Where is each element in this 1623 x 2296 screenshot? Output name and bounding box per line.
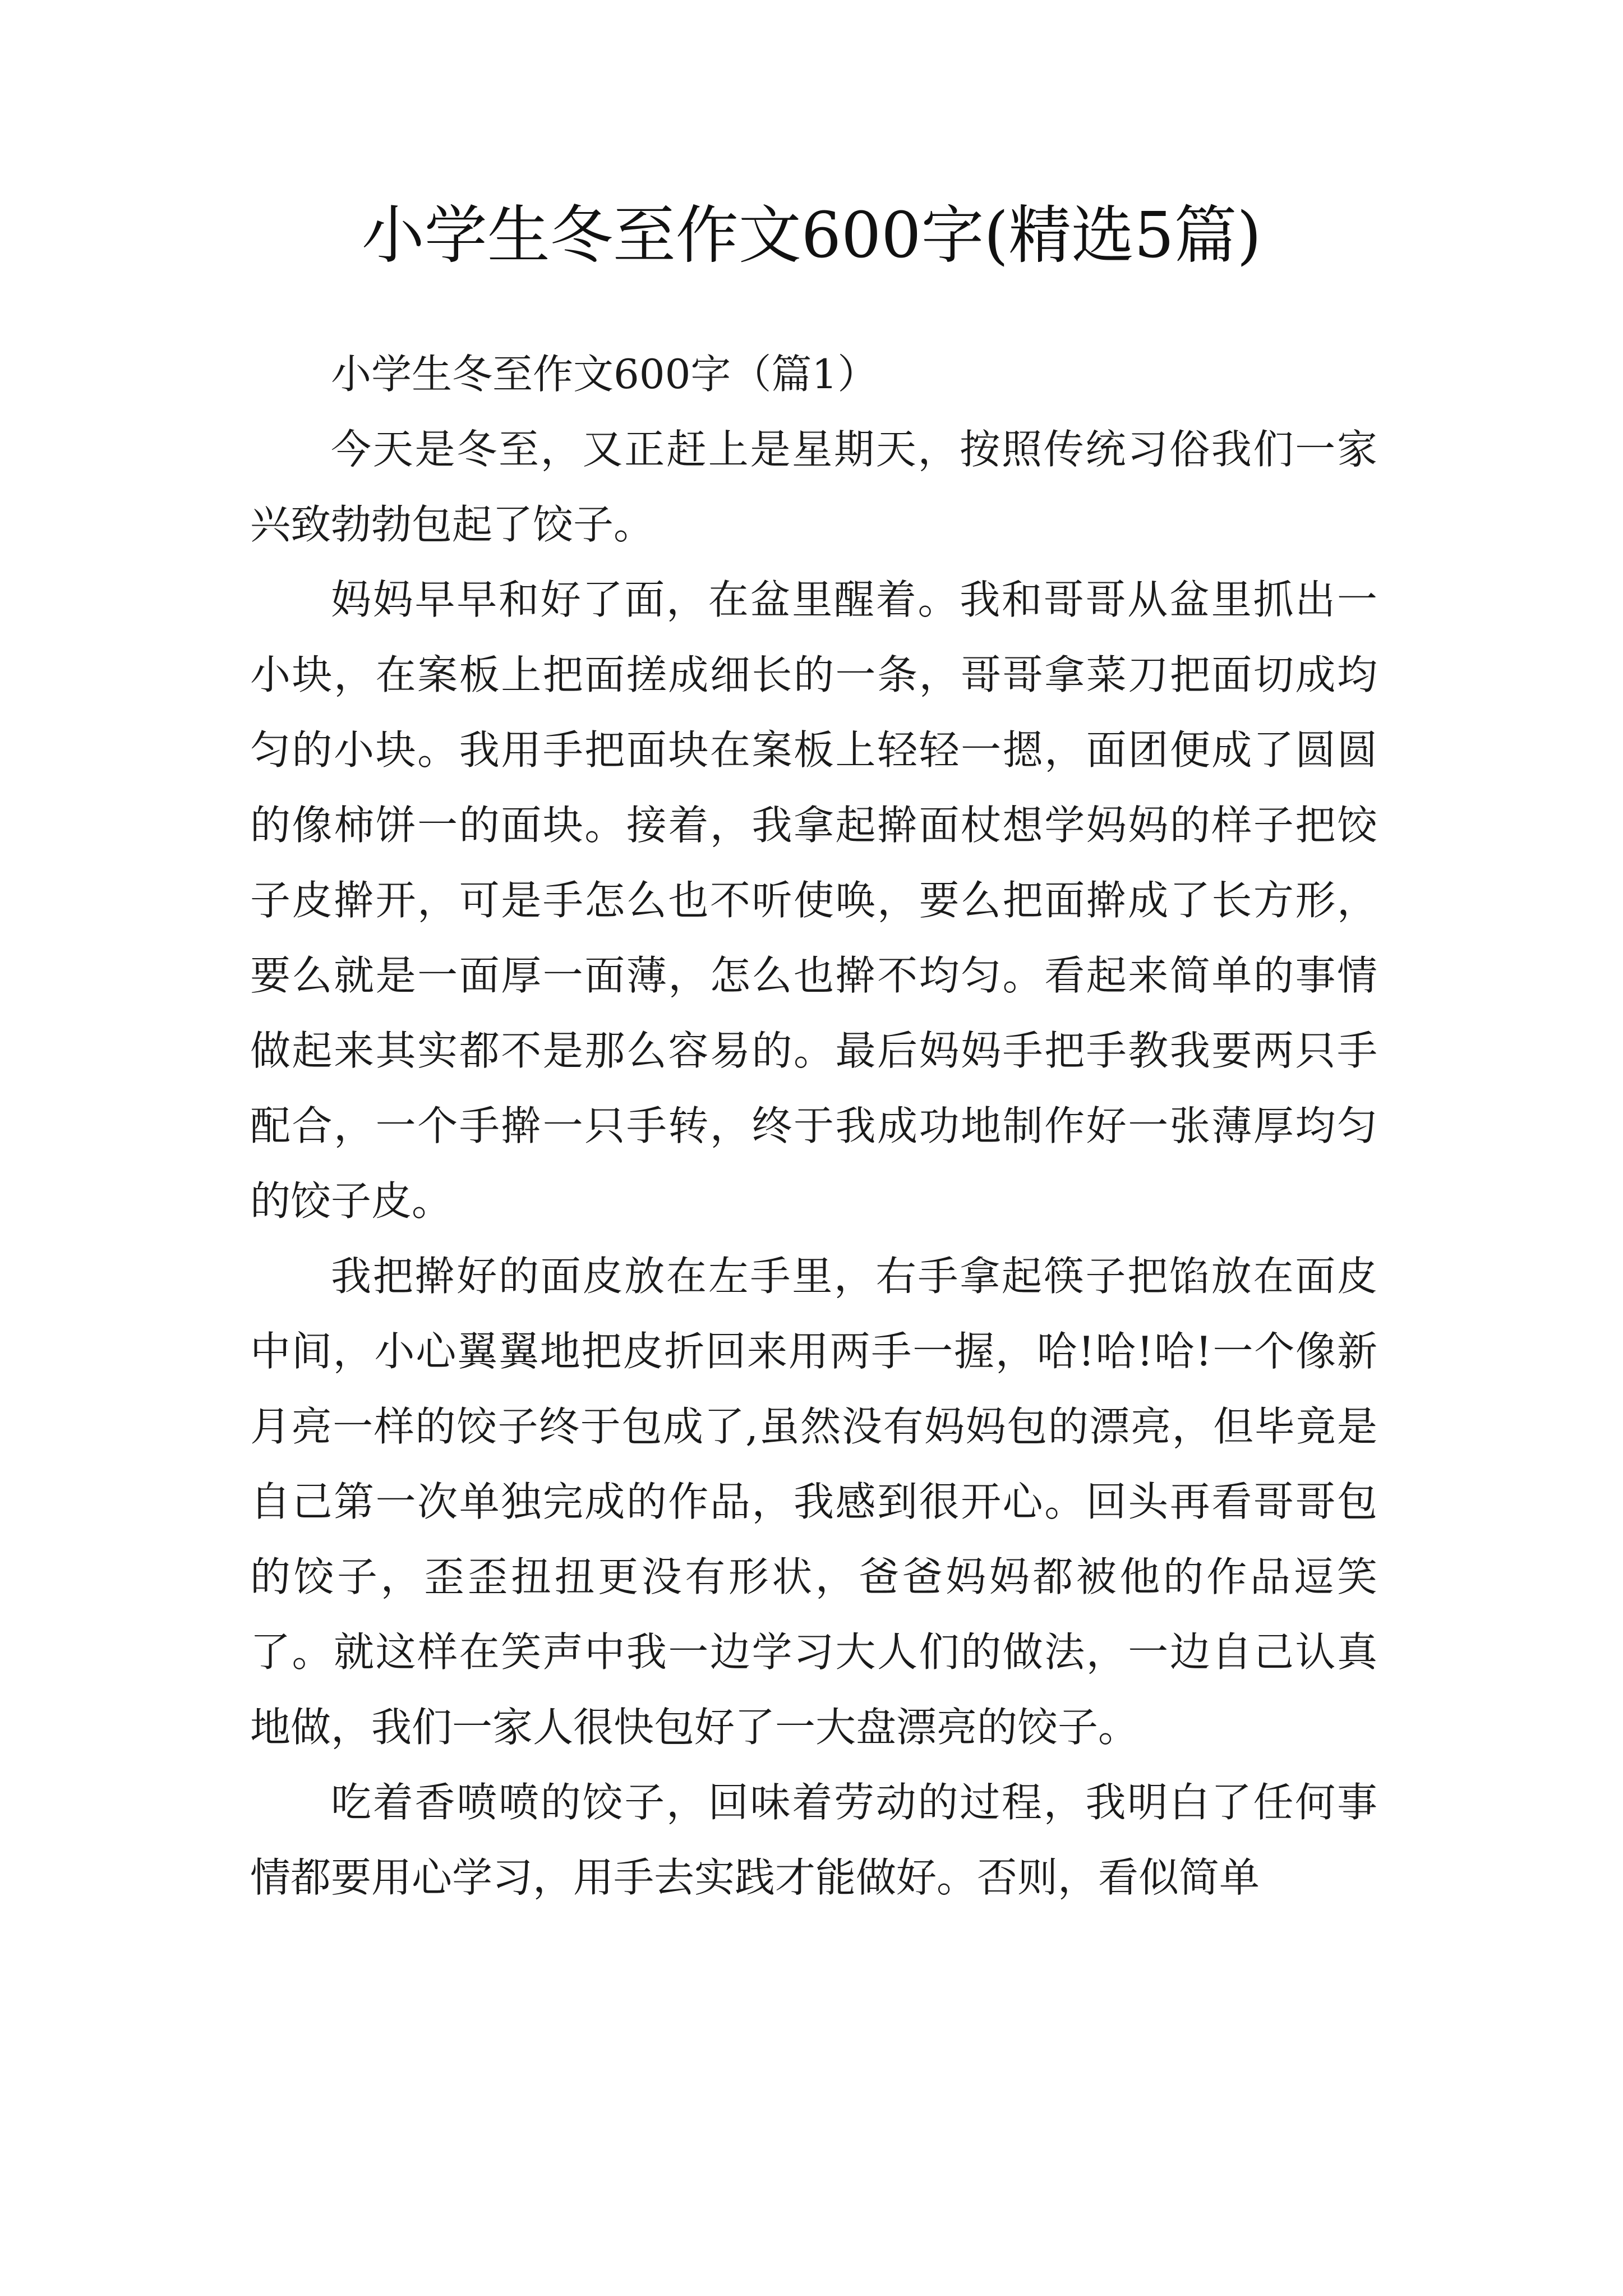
paragraph-4: 吃着香喷喷的饺子，回味着劳动的过程，我明白了任何事情都要用心学习，用手去实践才能做好。否则，看似简单 [250,1779,1377,1901]
document-body [250,337,1377,1915]
paragraph-1: 今天是冬至，又正赶上是星期天，按照传统习俗我们一家兴致勃勃包起了饺子。 [250,426,1377,548]
section-heading: 小学生冬至作文600字（篇1） [331,351,878,398]
paragraph-3: 我把擀好的面皮放在左手里，右手拿起筷子把馅放在面皮中间，小心翼翼地把皮折回来用两手一握，哈!哈!哈!一个像新月亮一样的饺子终于包成了,虽然没有妈妈包的漂亮，但毕竟是自己第一次单独完成的作品，我感到很开心。回头再看哥哥包的饺子，歪歪扭扭更没有形状，爸爸妈妈都被他的作品逗笑了。就这样在笑声中我一边学习大人们的做法，一边自己认真地做，我们一家人很快包好了一大盘漂亮的饺子。 [250,1253,1377,1751]
document-title: 小学生冬至作文600字(精选5篇) [361,199,1262,272]
paragraph-2: 妈妈早早和好了面，在盆里醒着。我和哥哥从盆里抓出一小块，在案板上把面搓成细长的一条，哥哥拿菜刀把面切成均匀的小块。我用手把面块在案板上轻轻一摁，面团便成了圆圆的像柿饼一的面块。接着，我拿起擀面杖想学妈妈的样子把饺子皮擀开，可是手怎么也不听使唤，要么把面擀成了长方形，要么就是一面厚一面薄，怎么也擀不均匀。看起来简单的事情做起来其实都不是那么容易的。最后妈妈手把手教我要两只手配合，一个手擀一只手转，终于我成功地制作好一张薄厚均匀的饺子皮。 [250,576,1377,1225]
